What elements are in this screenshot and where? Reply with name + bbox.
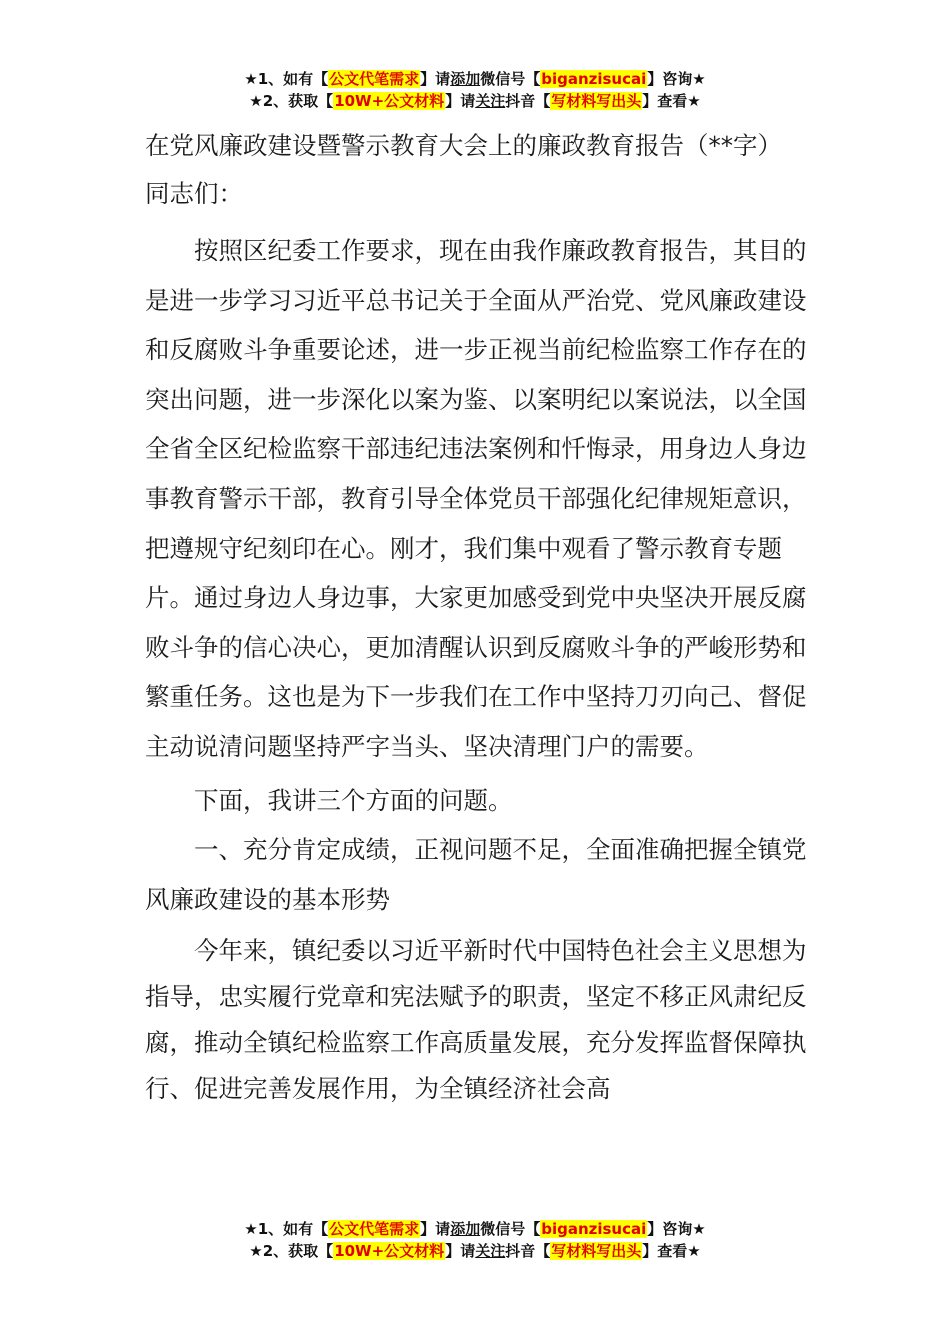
promo-line-2: ★2、获取【10W+公文材料】请关注抖音【写材料写出头】查看★ xyxy=(249,1242,701,1260)
promo-banner-top xyxy=(0,68,950,112)
promo-line-1: ★1、如有【公文代笔需求】请添加微信号【biganzisucai】咨询★ xyxy=(244,70,706,88)
promo-banner-bottom xyxy=(0,1218,950,1262)
promo-line-1: ★1、如有【公文代笔需求】请添加微信号【biganzisucai】咨询★ xyxy=(244,1220,706,1238)
highlight-materials: 10W+公文材料 xyxy=(334,92,445,110)
greeting: 同志们： xyxy=(145,179,243,208)
highlight-service: 公文代笔需求 xyxy=(329,1220,420,1238)
highlight-account: 写材料写出头 xyxy=(551,92,642,110)
paragraph-outline: 下面，我讲三个方面的问题。 xyxy=(194,785,513,815)
highlight-wechat-id: biganzisucai xyxy=(541,70,647,88)
highlight-account: 写材料写出头 xyxy=(551,1242,642,1260)
highlight-wechat-id: biganzisucai xyxy=(541,1220,647,1238)
highlight-service: 公文代笔需求 xyxy=(329,70,420,88)
document-body xyxy=(145,126,810,1112)
promo-line-2: ★2、获取【10W+公文材料】请关注抖音【写材料写出头】查看★ xyxy=(249,92,701,110)
highlight-materials: 10W+公文材料 xyxy=(334,1242,445,1260)
paragraph-intro: 按照区纪委工作要求，现在由我作廉政教育报告，其目的是进一步学习习近平总书记关于全面从严治党、党风廉政建设和反腐败斗争重要论述，进一步正视当前纪检监察工作存在的突出问题，进一步深化以案为鉴、以案明纪以案说法，以全国全省全区纪检监察干部违纪违法案例和忏悔录，用身边人身边事教育警示干部，教育引导全体党员干部强化纪律规矩意识，把遵规守纪刻印在心。刚才，我们集中观看了警示教育专题片。通过身边人身边事，大家更加感受到党中央坚决开展反腐败斗争的信心决心，更加清醒认识到反腐败斗争的严峻形势和繁重任务。这也是为下一步我们在工作中坚持刀刃向己、督促主动说清问题坚持严字当头、坚决清理门户的需要。 xyxy=(145,236,807,761)
section-heading-1: 一、充分肯定成绩，正视问题不足，全面准确把握全镇党风廉政建设的基本形势 xyxy=(145,835,807,914)
document-title: 在党风廉政建设暨警示教育大会上的廉政教育报告（**字） xyxy=(145,131,782,160)
paragraph-section-1: 今年来，镇纪委以习近平新时代中国特色社会主义思想为指导，忠实履行党章和宪法赋予的职责，坚定不移正风肃纪反腐，推动全镇纪检监察工作高质量发展，充分发挥监督保障执行、促进完善发展作用，为全镇经济社会高 xyxy=(145,936,807,1104)
